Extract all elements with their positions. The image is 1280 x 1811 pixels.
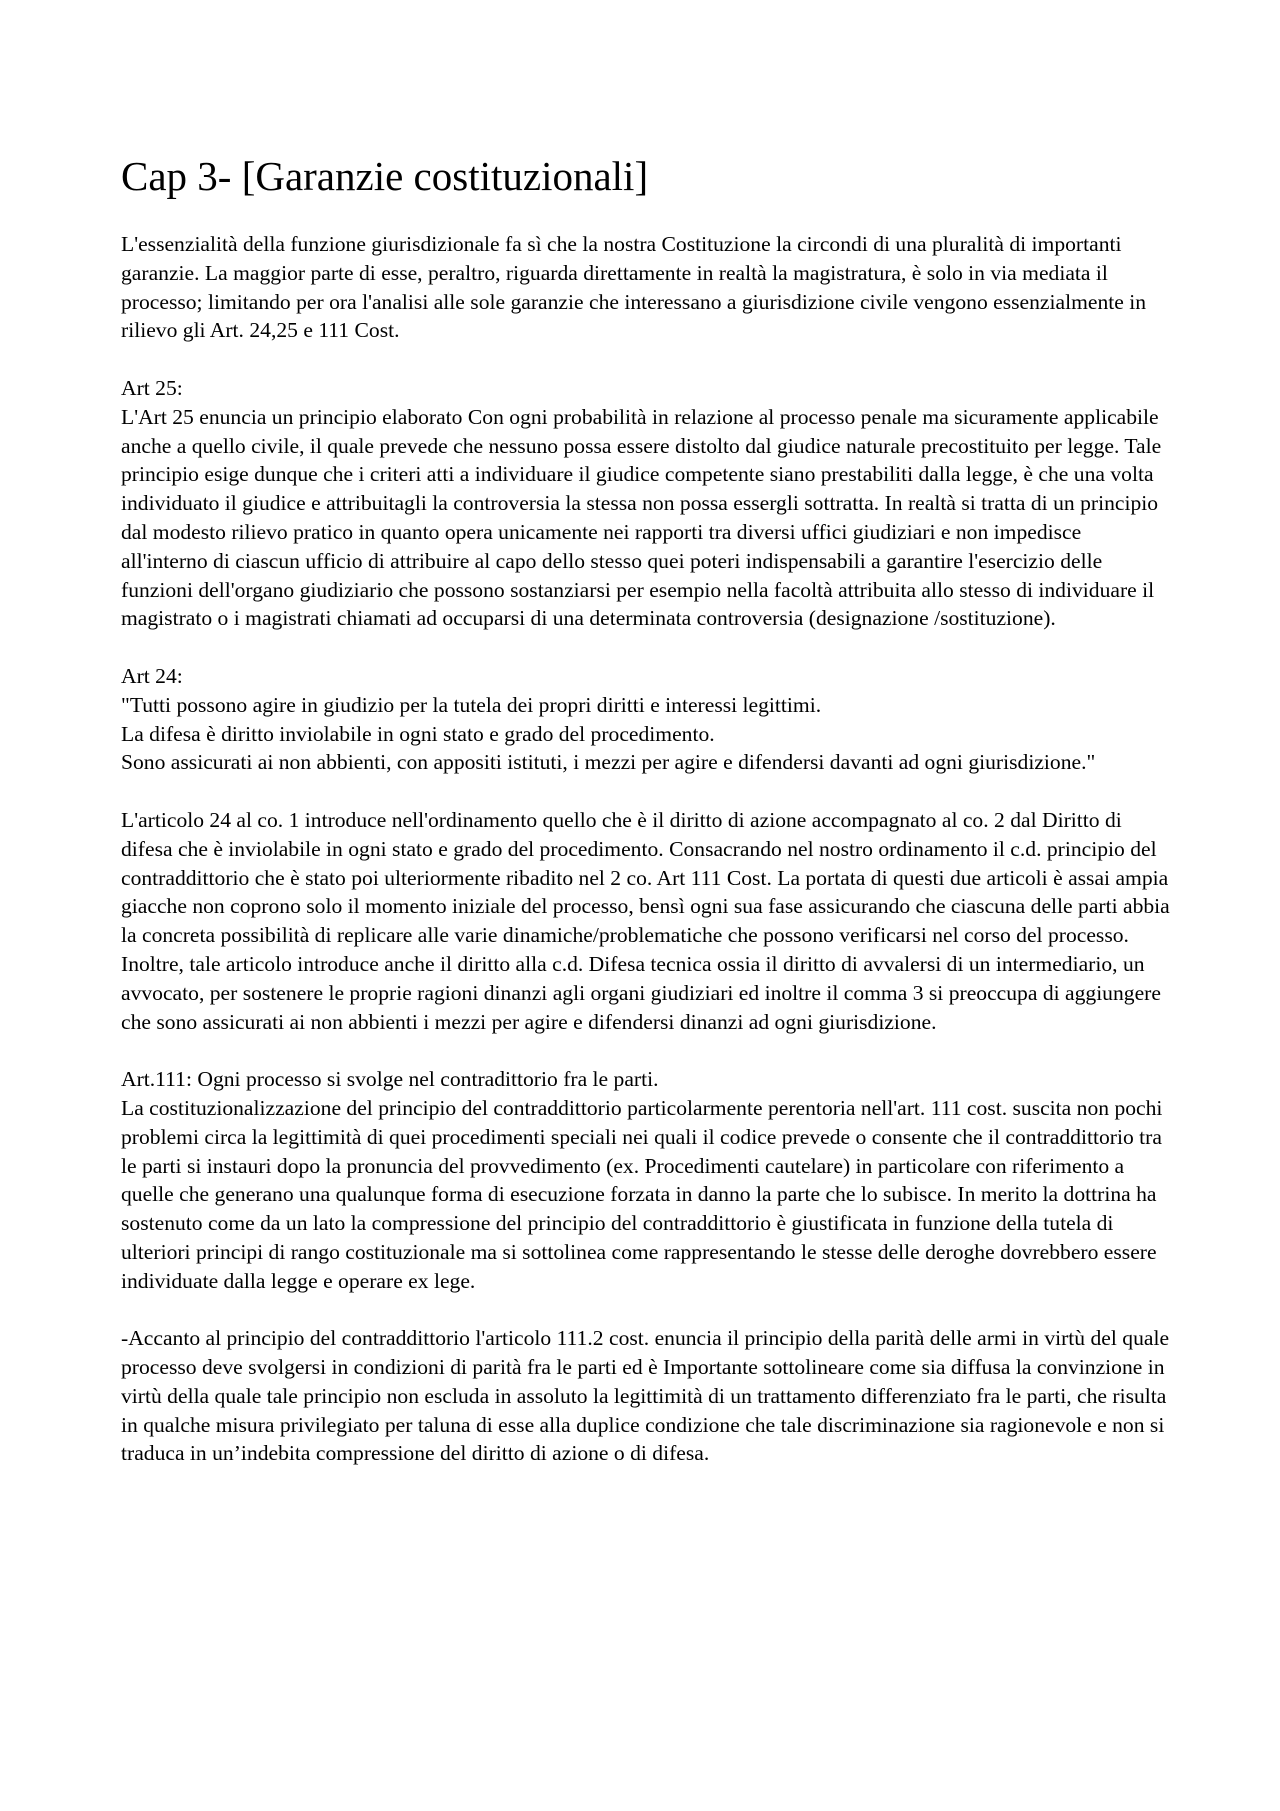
paragraph-parita-armi: -Accanto al principio del contraddittorio l'articolo 111.2 cost. enuncia il principio della parità delle armi in virtù del quale processo deve svolgersi in condizioni di parità fra le parti ed è Importante sottolineare come sia diffusa la convinzione in virtù della quale tale principio non escluda in assoluto la legittimità di un trattamento differenziato fra le parti, che risulta in qualche misura privilegiato per taluna di esse alla duplice condizione che tale discriminazione sia ragionevole e non si traduca in un’indebita compressione del diritto di azione o di difesa. <box>121 1326 1170 1466</box>
paragraph-gap <box>121 777 1171 806</box>
paragraph-intro: L'essenzialità della funzione giurisdizionale fa sì che la nostra Costituzione la circondi di una pluralità di importanti garanzie. La maggior parte di esse, peraltro, riguarda direttamente in realtà la magistratura, è solo in via mediata il processo; limitando per ora l'analisi alle sole garanzie che interessano a giurisdizione civile vengono essenzialmente in rilievo gli Art. 24,25 e 111 Cost. <box>121 232 1147 343</box>
paragraph-art-25: L'Art 25 enuncia un principio elaborato Con ogni probabilità in relazione al processo penale ma sicuramente applicabile anche a quello civile, il quale prevede che nessuno possa essere distolto dal giudice naturale precostituito per legge. Tale principio esige dunque che i criteri atti a individuare il giudice competente siano prestabiliti dalla legge, è che una volta individuato il giudice e attribuitagli la controversia la stessa non possa essergli sottratta. In realtà si tratta di un principio dal modesto rilievo pratico in quanto opera unicamente nei rapporti tra diversi uffici giudiziari e non impedisce all'interno di ciascun ufficio di attribuire al capo dello stesso quei poteri indispensabili a garantire l'esercizio delle funzioni dell'organo giudiziario che possono sostanziarsi per esempio nella facoltà attribuita allo stesso di individuare il magistrato o i magistrati chiamati ad occuparsi di una determinata controversia (designazione /sostituzione). <box>121 404 1162 631</box>
paragraph-gap <box>121 345 1171 374</box>
document-title: Cap 3- [Garanzie costituzionali] <box>121 153 649 199</box>
quote-line-1: "Tutti possono agire in giudizio per la tutela dei propri diritti e interessi legittimi. <box>121 692 822 717</box>
paragraph-art-24: L'articolo 24 al co. 1 introduce nell'ordinamento quello che è il diritto di azione accompagnato al co. 2 dal Diritto di difesa che è inviolabile in ogni stato e grado del procedimento. Consacrando nel nostro ordinamento il c.d. principio del contraddittorio che è stato poi ulteriormente ribadito nel 2 co. Art 111 Cost. La portata di questi due articoli è assai ampia giacche non coprono solo il momento iniziale del processo, bensì ogni sua fase assicurando che ciascuna delle parti abbia la concreta possibilità di replicare alle varie dinamiche/problematiche che possono verificarsi nel corso del processo. Inoltre, tale articolo introduce anche il diritto alla c.d. Difesa tecnica ossia il diritto di avvalersi di un intermediario, un avvocato, per sostenere le proprie ragioni dinanzi agli organi giudiziari ed inoltre il comma 3 si preoccupa di aggiungere che sono assicurati ai non abbienti i mezzi per agire e difendersi dinanzi ad ogni giurisdizione. <box>121 807 1170 1034</box>
heading-art-111: Art.111: Ogni processo si svolge nel contradittorio fra le parti. <box>121 1067 659 1092</box>
paragraph-gap <box>121 633 1171 662</box>
quote-line-2: La difesa è diritto inviolabile in ogni stato e grado del procedimento. <box>121 721 715 746</box>
paragraph-gap <box>121 1036 1171 1065</box>
quote-line-3: Sono assicurati ai non abbienti, con appositi istituti, i mezzi per agire e difendersi davanti ad ogni giurisdizione." <box>121 750 1096 775</box>
heading-art-25: Art 25: <box>121 375 183 400</box>
paragraph-art-111: La costituzionalizzazione del principio del contraddittorio particolarmente perentoria nell'art. 111 cost. suscita non pochi problemi circa la legittimità di quei procedimenti speciali nei quali il codice prevede o consente che il contraddittorio tra le parti si instauri dopo la pronuncia del provvedimento (ex. Procedimenti cautelare) in particolare con riferimento a quelle che generano una qualunque forma di esecuzione forzata in danno la parte che lo subisce. In merito la dottrina ha sostenuto come da un lato la compressione del principio del contraddittorio è giustificata in funzione della tutela di ulteriori principi di rango costituzionale ma si sottolinea come rappresentando le stesse delle deroghe dovrebbero essere individuate dalla legge e operare ex lege. <box>121 1095 1163 1293</box>
paragraph-gap <box>121 1295 1171 1324</box>
heading-art-24: Art 24: <box>121 663 183 688</box>
document-body <box>121 230 1171 1468</box>
